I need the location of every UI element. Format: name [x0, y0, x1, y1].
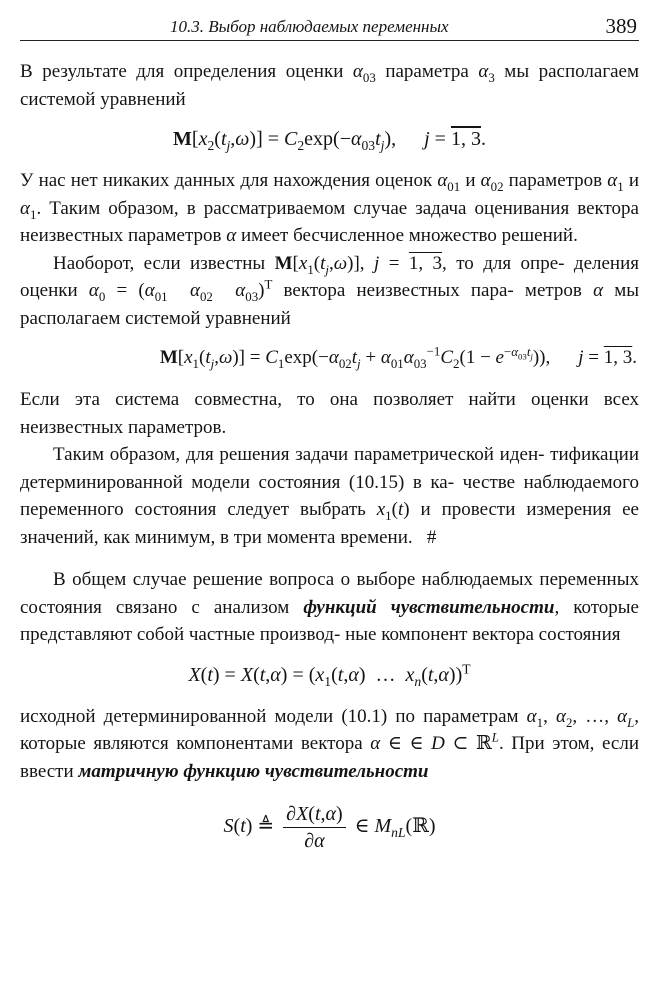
- term-matrix-sensitivity-function: матричную функцию чувствительности: [78, 760, 429, 782]
- paragraph-5: Таким образом, для решения задачи параметрической иден- тификации детерминированной модели состояния (10.15) в ка- честве наблюдаемого переменного состояния следует выбрать $x_1(t)$ и провести измерения ее значений, как минимум, в три момента времени. #: [20, 444, 639, 548]
- running-head: [20, 14, 639, 41]
- paragraph-1: В результате для определения оценки $\alpha_{03}$ параметра $\alpha_3$ мы располагаем системой уравнений: [20, 61, 639, 110]
- equation-1: $M[x_2(t_j,\omega)] = C_2\exp(-\alpha_{03}t_j)$, j = 1, 3.: [173, 128, 486, 153]
- section-title: 10.3. Выбор наблюдаемых переменных: [170, 17, 449, 36]
- term-sensitivity-functions: функций чувствительности: [303, 596, 555, 618]
- paragraph-3: Наоборот, если известны $M[x_1(t_j,\omega)]$, j = 1, 3, то для опре- деления оценки $\alpha_0 = (\alpha_{01}$ $\alpha_{02}$ $\alpha_{03})^T$ вектора неизвестных пара- метров α мы располагаем системой уравнений: [20, 252, 640, 329]
- paragraph-6: В общем случае решение вопроса о выборе наблюдаемых переменных состояния связано с анализом функций чувствительности, которые представляют собой частные производ- ные компонент вектора состояния: [20, 569, 639, 645]
- paragraph-7: исходной детерминированной модели (10.1) по параметрам $\alpha_1$, $\alpha_2$, …, $\alpha_L$, которые являются компонентами вектора α ∈ ∈ D ⊂ ℝ$^L$. При этом, если ввести матричную функцию чувствительности: [20, 705, 639, 782]
- partial-derivative-fraction: $\frac{\partial X(t,\alpha)}{\partial\alpha}$: [283, 801, 346, 854]
- equation-2: $M[x_1(t_j,\omega)] = C_1\exp(-\alpha_{02}t_j + \alpha_{01}\alpha_{03}^{-1}C_2(1 - e^{-\alpha_{03}t_j}))$, j = 1, 3.: [159, 343, 637, 371]
- page-body: [20, 58, 639, 867]
- equation-4: S(t) ≜ $\frac{\partial X(t,\alpha)}{\partial\alpha}$ ∈ $M_{nL}(ℝ)$: [223, 803, 436, 852]
- equation-3: $X(t) = X(t,\alpha) = (x_1(t,\alpha)$ … $x_n(t,\alpha))^T$: [188, 660, 471, 689]
- page-number: 389: [605, 14, 637, 38]
- paragraph-2: У нас нет никаких данных для нахождения оценок $\alpha_{01}$ и $\alpha_{02}$ параметров $\alpha_1$ и $\alpha_1$. Таким образом, в рассматриваемом случае задача оценивания вектора неизвестных параметров α имеет бесчисленное множество решений.: [20, 170, 639, 246]
- paragraph-4: Если эта система совместна, то она позволяет найти оценки всех неизвестных параметров.: [20, 389, 639, 438]
